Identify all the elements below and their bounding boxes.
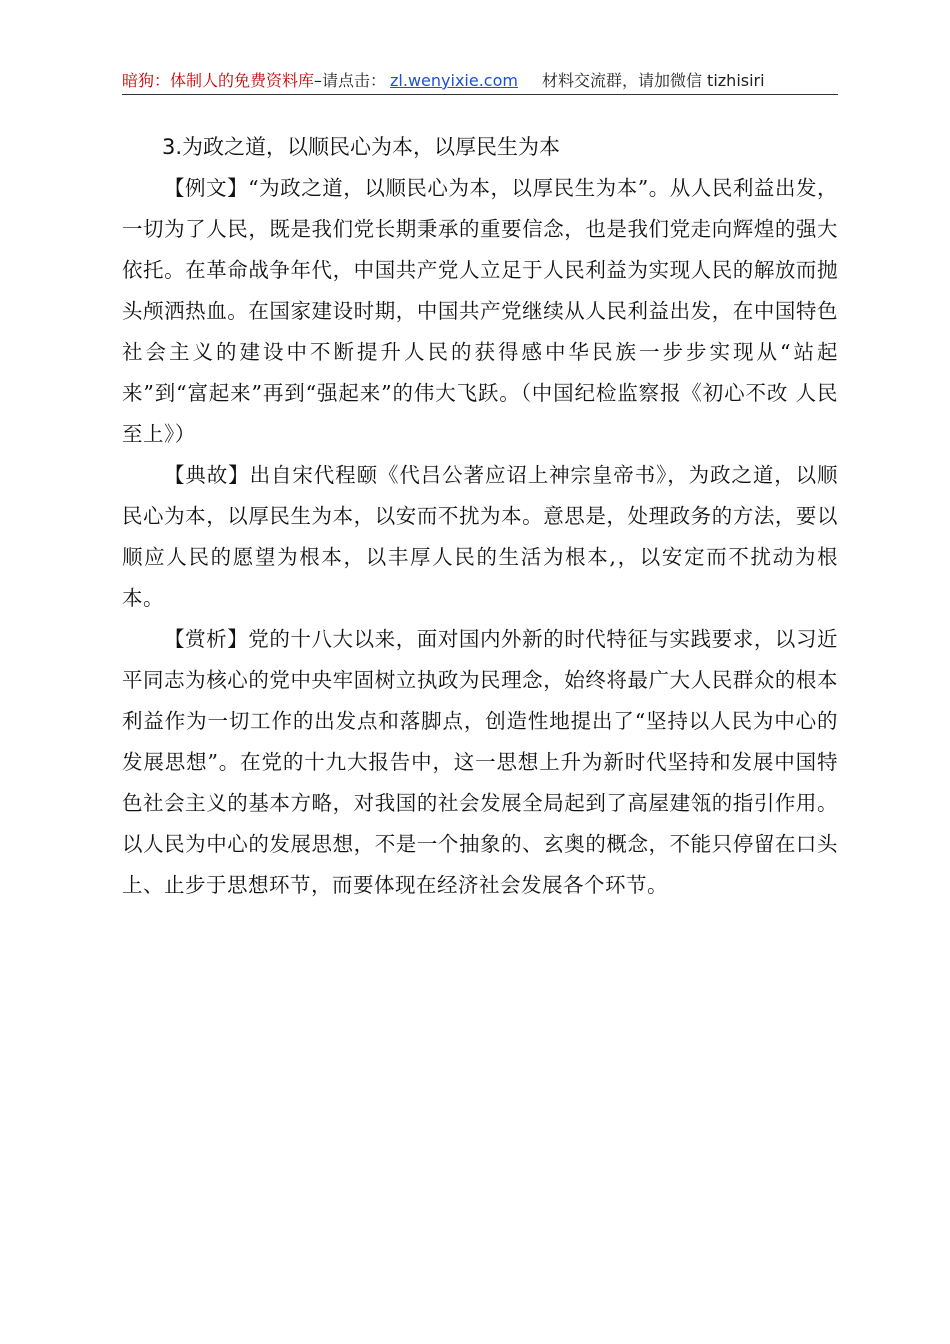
page-header: [122, 68, 838, 95]
appreciation-text: 党的十八大以来，面对国内外新的时代特征与实践要求，以习近平同志为核心的党中央牢固树立执政为民理念，始终将最广大人民群众的根本利益作为一切工作的出发点和落脚点，创造性地提出了“坚持以人民为中心的发展思想”。在党的十九大报告中，这一思想上升为新时代坚持和发展中国特色社会主义的基本方略，对我国的社会发展全局起到了高屋建瓴的指引作用。以人民为中心的发展思想，不是一个抽象的、玄奥的概念，不能只停留在口头上、止步于思想环节，而要体现在经济社会发展各个环节。: [122, 627, 839, 897]
allusion-paragraph: [122, 455, 838, 619]
header-click-text: –请点击：: [314, 71, 387, 90]
article-body: [122, 128, 838, 906]
example-text: “为政之道，以顺民心为本，以厚民生为本”。从人民利益出发，一切为了人民，既是我们党长期秉承的重要信念，也是我们党走向辉煌的强大依托。在革命战争年代，中国共产党人立足于人民利益为实现人民的解放而抛头颅洒热血。在国家建设时期，中国共产党继续从人民利益出发，在中国特色社会主义的建设中不断提升人民的获得感中华民族一步步实现从“站起来”到“富起来”再到“强起来”的伟大飞跃。: [122, 176, 839, 405]
header-link[interactable]: zl.wenyixie.com: [390, 71, 518, 90]
header-brand: 暗狗：体制人的免费资料库: [122, 71, 315, 90]
example-source: （中国纪检监察报《初心不改 人民至上》）: [122, 381, 839, 446]
example-tag: 【例文】: [164, 176, 249, 200]
appreciation-paragraph: [122, 619, 838, 906]
allusion-tag: 【典故】: [164, 463, 250, 487]
appreciation-tag: 【赏析】: [164, 627, 249, 651]
header-right-text: 材料交流群，请加微信 tizhisiri: [541, 71, 765, 90]
section-title: 3.为政之道，以顺民心为本，以厚民生为本: [162, 135, 561, 159]
example-paragraph: [122, 168, 838, 455]
allusion-text: 出自宋代程颐《代吕公著应诏上神宗皇帝书》，为政之道，以顺民心为本，以厚民生为本，以安而不扰为本。意思是，处理政务的方法，要以顺应人民的愿望为根本，以丰厚人民的生活为根本,，以安定而不扰动为根本。: [122, 463, 839, 610]
